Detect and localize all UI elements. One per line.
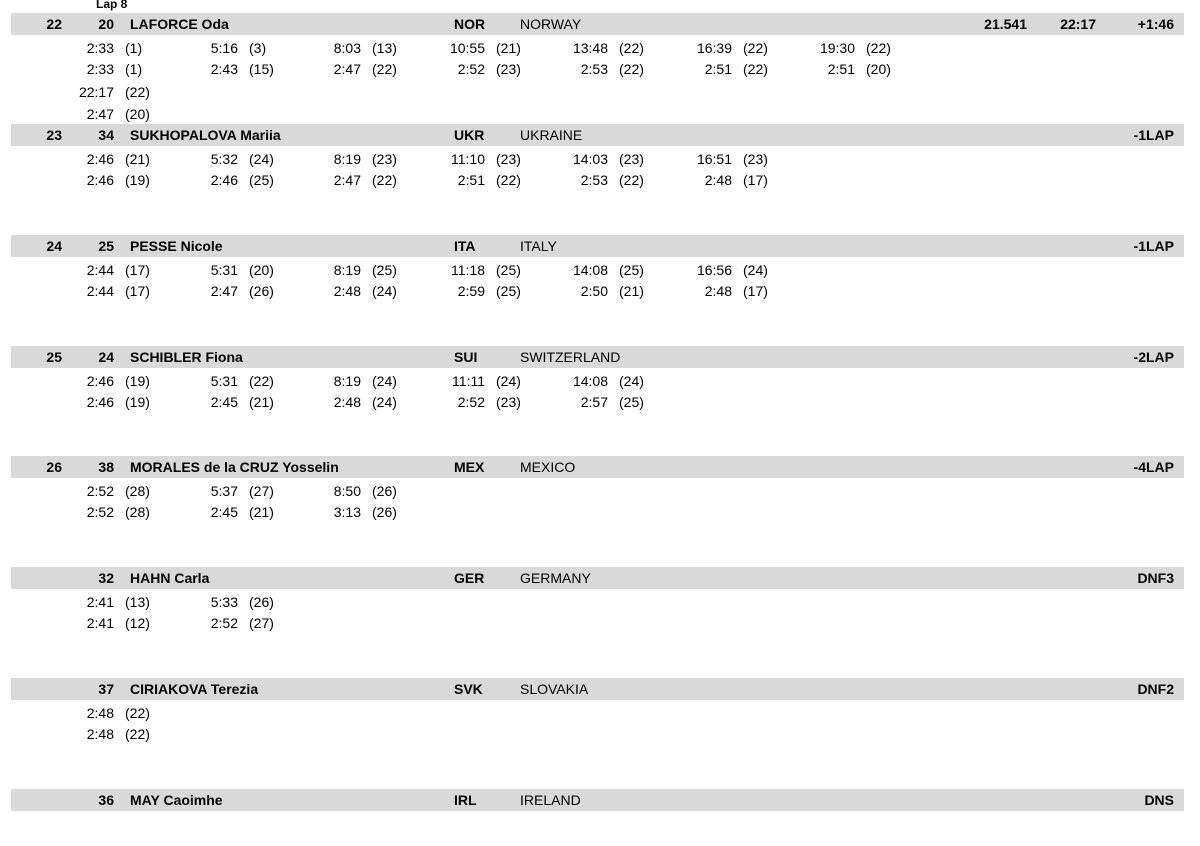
- laps-rank: (25): [249, 172, 274, 188]
- cumulative-time: 2:44: [86, 262, 114, 278]
- laps-time: 2:43: [210, 61, 238, 77]
- cumulative-rank: (25): [372, 262, 397, 278]
- laps-time: 2:48: [704, 172, 732, 188]
- laps-time: 2:53: [580, 172, 608, 188]
- cumulative-time: 2:46: [86, 373, 114, 389]
- athlete-country: ITALY: [520, 238, 557, 254]
- laps-time: 2:45: [210, 394, 238, 410]
- athlete-name: MAY Caoimhe: [130, 792, 223, 808]
- cumulative-rank: (23): [619, 151, 644, 167]
- athlete-country: SWITZERLAND: [520, 349, 621, 365]
- laps-time: 2:45: [210, 504, 238, 520]
- athlete-bib: 20: [98, 16, 114, 32]
- athlete-result: -4LAP: [1133, 459, 1174, 475]
- cumulative-time: 8:03: [333, 40, 361, 56]
- athlete-rank: 24: [46, 238, 62, 254]
- laps-time: 2:50: [580, 283, 608, 299]
- laps-time: 2:47: [210, 283, 238, 299]
- laps-rank: (12): [125, 615, 150, 631]
- cumulative-rank: (21): [496, 40, 521, 56]
- cumulative-rank: (24): [496, 373, 521, 389]
- athlete-result: -2LAP: [1133, 349, 1174, 365]
- cumulative-rank: (1): [125, 40, 143, 56]
- athlete-country: NORWAY: [520, 16, 582, 32]
- cumulative-time: 11:11: [452, 373, 485, 389]
- laps-rank: (25): [496, 283, 521, 299]
- laps-rank: (20): [866, 61, 891, 77]
- cumulative-rank: (22): [249, 373, 274, 389]
- cumulative-time: 2:52: [86, 483, 114, 499]
- laps-rank: (28): [125, 504, 150, 520]
- laps-time: 3:13: [333, 504, 361, 520]
- cumulative-time: 11:10: [451, 151, 485, 167]
- laps-rank: (22): [372, 172, 397, 188]
- laps-rank: (23): [496, 394, 521, 410]
- athlete-name: SUKHOPALOVA Mariia: [130, 127, 281, 143]
- athlete-nation-code: SUI: [454, 349, 478, 365]
- laps-rank: (17): [743, 172, 768, 188]
- cumulative-time: 8:19: [333, 373, 361, 389]
- cumulative-rank: (24): [619, 373, 644, 389]
- laps-rank: (26): [372, 504, 397, 520]
- cumulative-time: 14:03: [572, 151, 608, 167]
- athlete-bib: 34: [98, 127, 114, 143]
- laps-time: 2:47: [333, 172, 361, 188]
- cumulative-time: 14:08: [572, 262, 608, 278]
- cumulative-time: 5:31: [210, 373, 238, 389]
- laps-time: 2:41: [86, 615, 114, 631]
- cumulative-rank: (24): [743, 262, 768, 278]
- athlete-result: -1LAP: [1133, 127, 1174, 143]
- laps-rank: (17): [125, 283, 150, 299]
- laps-time: 2:47: [333, 61, 361, 77]
- cumulative-rank: (22): [866, 40, 891, 56]
- laps-time: 2:59: [457, 283, 485, 299]
- laps-rank: (22): [496, 172, 521, 188]
- athlete-country: SLOVAKIA: [520, 681, 589, 697]
- athlete-name: CIRIAKOVA Terezia: [130, 681, 259, 697]
- cumulative-rank: (24): [372, 373, 397, 389]
- athlete-result: -1LAP: [1133, 238, 1174, 254]
- lap-header: Lap 8: [96, 0, 128, 11]
- laps-rank: (21): [249, 394, 274, 410]
- laps-time: 2:44: [86, 283, 114, 299]
- athlete-bib: 32: [98, 570, 114, 586]
- laps-time: 2:52: [457, 394, 485, 410]
- cumulative-time: 5:16: [210, 40, 238, 56]
- cumulative-rank: (3): [249, 40, 267, 56]
- laps-time: 2:51: [457, 172, 485, 188]
- laps-rank: (23): [496, 61, 521, 77]
- laps-rank: (15): [249, 61, 274, 77]
- cumulative-rank: (23): [496, 151, 521, 167]
- cumulative-rank: (19): [125, 373, 150, 389]
- cumulative-time: 8:19: [333, 262, 361, 278]
- cumulative-rank: (27): [249, 483, 274, 499]
- laps-rank: (22): [125, 726, 150, 742]
- athlete-total-time: 22:17: [1060, 16, 1096, 32]
- cumulative-time: 8:50: [333, 483, 361, 499]
- laps-rank: (25): [619, 394, 644, 410]
- athlete-bib: 24: [98, 349, 114, 365]
- athlete-nation-code: ITA: [454, 238, 476, 254]
- cumulative-time: 2:41: [86, 594, 114, 610]
- cumulative-rank: (26): [372, 483, 397, 499]
- cumulative-time: 5:37: [210, 483, 238, 499]
- cumulative-rank: (26): [249, 594, 274, 610]
- cumulative-time: 8:19: [333, 151, 361, 167]
- laps-time: 2:57: [580, 394, 608, 410]
- laps-rank: (1): [125, 61, 143, 77]
- cumulative-rank: (22): [125, 705, 150, 721]
- athlete-rank: 23: [46, 127, 62, 143]
- cumulative-time: 5:31: [210, 262, 238, 278]
- athlete-nation-code: UKR: [454, 127, 485, 143]
- laps-rank: (21): [249, 504, 274, 520]
- athlete-result: DNF2: [1137, 681, 1174, 697]
- cumulative-rank: (23): [372, 151, 397, 167]
- laps-time: 2:33: [86, 61, 114, 77]
- laps-time: 2:46: [86, 394, 114, 410]
- cumulative-time: 11:18: [451, 262, 485, 278]
- cumulative-time: 2:46: [86, 151, 114, 167]
- cumulative-rank: (20): [249, 262, 274, 278]
- athlete-result: +1:46: [1137, 16, 1174, 32]
- laps-rank: (22): [619, 172, 644, 188]
- cumulative-rank: (13): [372, 40, 397, 56]
- cumulative-time: 13:48: [572, 40, 608, 56]
- athlete-rank: 22: [46, 16, 62, 32]
- laps-rank: (21): [619, 283, 644, 299]
- athlete-nation-code: NOR: [454, 16, 486, 32]
- cumulative-time: 16:51: [696, 151, 732, 167]
- cumulative-time: 22:17: [78, 84, 114, 100]
- laps-time: 2:48: [333, 283, 361, 299]
- athlete-speed: 21.541: [984, 16, 1027, 32]
- cumulative-rank: (28): [125, 483, 150, 499]
- athlete-country: UKRAINE: [520, 127, 583, 143]
- cumulative-time: 16:56: [696, 262, 732, 278]
- athlete-bib: 37: [98, 681, 114, 697]
- cumulative-time: 14:08: [572, 373, 608, 389]
- cumulative-time: 5:32: [210, 151, 238, 167]
- cumulative-rank: (22): [743, 40, 768, 56]
- cumulative-rank: (24): [249, 151, 274, 167]
- cumulative-time: 16:39: [696, 40, 732, 56]
- athlete-country: IRELAND: [520, 792, 581, 808]
- cumulative-rank: (25): [619, 262, 644, 278]
- laps-rank: (22): [619, 61, 644, 77]
- laps-time: 2:52: [457, 61, 485, 77]
- athlete-bib: 36: [98, 792, 114, 808]
- athlete-name: PESSE Nicole: [130, 238, 223, 254]
- laps-time: 2:51: [827, 61, 855, 77]
- laps-time: 2:48: [333, 394, 361, 410]
- cumulative-rank: (13): [125, 594, 150, 610]
- cumulative-rank: (25): [496, 262, 521, 278]
- laps-time: 2:46: [86, 172, 114, 188]
- laps-rank: (26): [249, 283, 274, 299]
- laps-time: 2:48: [704, 283, 732, 299]
- laps-time: 2:52: [210, 615, 238, 631]
- laps-time: 2:48: [86, 726, 114, 742]
- laps-time: 2:52: [86, 504, 114, 520]
- athlete-bib: 25: [98, 238, 114, 254]
- athlete-nation-code: SVK: [454, 681, 483, 697]
- cumulative-rank: (22): [619, 40, 644, 56]
- laps-rank: (27): [249, 615, 274, 631]
- athlete-nation-code: IRL: [454, 792, 477, 808]
- laps-rank: (19): [125, 172, 150, 188]
- laps-rank: (24): [372, 394, 397, 410]
- laps-rank: (22): [743, 61, 768, 77]
- athlete-result: DNS: [1144, 792, 1174, 808]
- athlete-name: SCHIBLER Fiona: [130, 349, 243, 365]
- laps-rank: (22): [372, 61, 397, 77]
- cumulative-rank: (22): [125, 84, 150, 100]
- athlete-country: MEXICO: [520, 459, 576, 475]
- cumulative-time: 19:30: [819, 40, 855, 56]
- laps-rank: (24): [372, 283, 397, 299]
- laps-time: 2:53: [580, 61, 608, 77]
- laps-rank: (19): [125, 394, 150, 410]
- laps-time: 2:47: [86, 106, 114, 122]
- laps-time: 2:46: [210, 172, 238, 188]
- laps-time: 2:51: [704, 61, 732, 77]
- athlete-bib: 38: [98, 459, 114, 475]
- athlete-name: MORALES de la CRUZ Yosselin: [130, 459, 339, 475]
- cumulative-time: 2:33: [86, 40, 114, 56]
- cumulative-rank: (17): [125, 262, 150, 278]
- athlete-country: GERMANY: [520, 570, 591, 586]
- athlete-name: LAFORCE Oda: [130, 16, 229, 32]
- athlete-result: DNF3: [1137, 570, 1174, 586]
- athlete-rank: 26: [46, 459, 62, 475]
- cumulative-time: 10:55: [449, 40, 485, 56]
- athlete-nation-code: MEX: [454, 459, 485, 475]
- laps-rank: (17): [743, 283, 768, 299]
- athlete-rank: 25: [46, 349, 62, 365]
- cumulative-time: 5:33: [210, 594, 238, 610]
- cumulative-time: 2:48: [86, 705, 114, 721]
- athlete-name: HAHN Carla: [130, 570, 210, 586]
- athlete-nation-code: GER: [454, 570, 485, 586]
- laps-rank: (20): [125, 106, 150, 122]
- cumulative-rank: (21): [125, 151, 150, 167]
- cumulative-rank: (23): [743, 151, 768, 167]
